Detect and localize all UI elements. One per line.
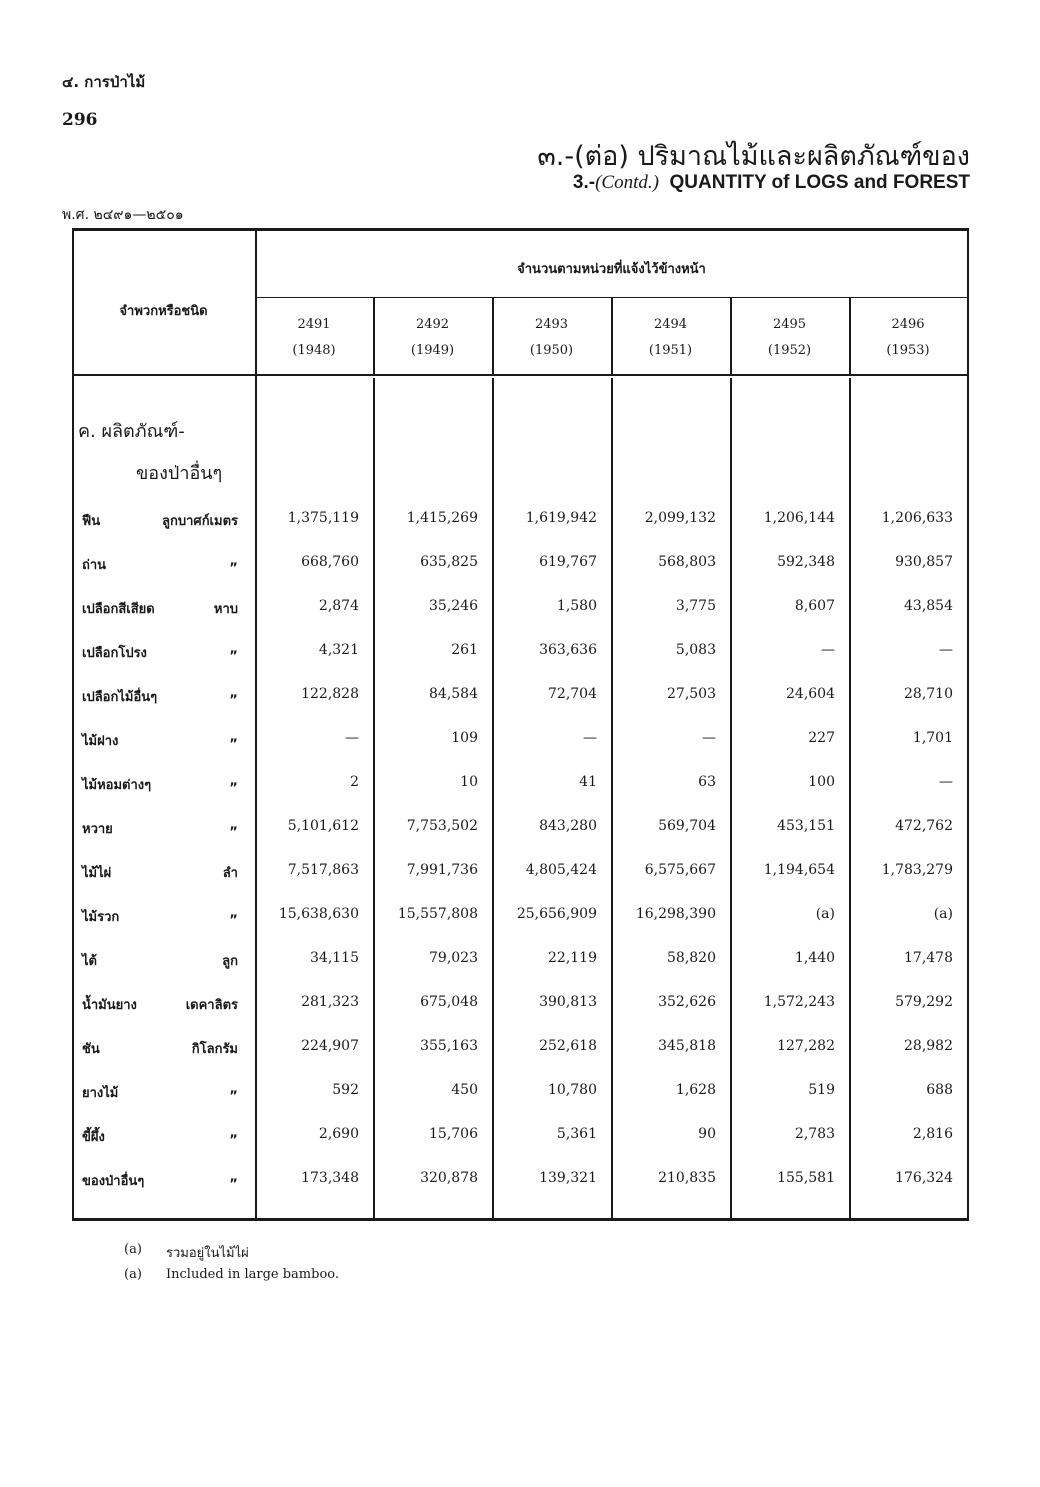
table-cell: 579,292	[895, 994, 953, 1010]
table-cell: 15,557,808	[397, 906, 478, 922]
table-cell: 24,604	[786, 686, 835, 702]
year-header	[255, 312, 373, 364]
table-cell: 5,101,612	[287, 818, 359, 834]
year-header	[492, 312, 611, 364]
title-thai: ๓.-(ต่อ) ปริมาณไม้และผลิตภัณฑ์ของ	[537, 141, 970, 172]
table-cell: 1,375,119	[287, 510, 359, 526]
table-cell: 100	[808, 774, 835, 790]
table-cell: 15,638,630	[278, 906, 359, 922]
title-english-prefix: 3.-	[572, 172, 596, 193]
table-cell: —	[939, 774, 953, 790]
table-row	[72, 686, 968, 712]
table-cell: 176,324	[895, 1170, 953, 1186]
title-english	[573, 172, 970, 194]
table-cell: 22,119	[548, 950, 597, 966]
footnote	[124, 1267, 524, 1287]
row-unit: „	[229, 818, 238, 833]
row-label: หวาย	[82, 822, 113, 837]
table-row	[72, 598, 968, 624]
table-cell: 1,415,269	[406, 510, 478, 526]
table-row	[72, 1082, 968, 1108]
row-label: ยางไม้	[82, 1086, 119, 1101]
row-label: ขี้ผึ้ง	[82, 1130, 105, 1145]
data-table	[72, 228, 968, 1222]
table-row	[72, 862, 968, 888]
table-cell: 16,298,390	[635, 906, 716, 922]
row-unit: „	[229, 1082, 238, 1097]
table-cell: 1,440	[794, 950, 835, 966]
table-row	[72, 906, 968, 932]
table-cell: 41	[579, 774, 597, 790]
table-cell: 592	[332, 1082, 359, 1098]
table-cell: 63	[698, 774, 716, 790]
table-cell: 668,760	[301, 554, 359, 570]
year-gregorian: (1952)	[767, 343, 812, 358]
row-unit: „	[229, 554, 238, 569]
row-label: ของป่าอื่นๆ	[82, 1174, 145, 1189]
table-cell: 10	[460, 774, 478, 790]
row-unit: ลูกบาศก์เมตร	[162, 514, 238, 529]
year-gregorian: (1951)	[648, 343, 693, 358]
year-buddhist: 2494	[653, 317, 688, 332]
table-cell: 43,854	[904, 598, 953, 614]
table-cell: —	[345, 730, 359, 746]
table-cell: 1,701	[912, 730, 953, 746]
table-bottom-rule	[72, 1218, 968, 1221]
category-heading-line2: ของป่าอื่นๆ	[136, 463, 223, 484]
page-number: 296	[62, 110, 98, 130]
table-cell: 79,023	[429, 950, 478, 966]
table-row	[72, 1126, 968, 1152]
table-cell: 450	[451, 1082, 478, 1098]
header-bottom-rule	[72, 374, 968, 376]
year-buddhist: 2491	[297, 317, 331, 332]
table-cell: 227	[808, 730, 835, 746]
year-header	[373, 312, 492, 364]
table-cell: 17,478	[904, 950, 953, 966]
table-cell: 3,775	[675, 598, 716, 614]
row-label: เปลือกไม้อื่นๆ	[82, 690, 158, 705]
year-range: พ.ศ. ๒๔๙๑—๒๕๐๑	[62, 207, 184, 223]
table-cell: 109	[451, 730, 478, 746]
row-label: เปลือกสีเสียด	[82, 602, 155, 617]
table-cell: 7,517,863	[287, 862, 359, 878]
col-divider	[255, 228, 257, 1221]
table-cell: 843,280	[539, 818, 597, 834]
table-cell: 1,572,243	[763, 994, 835, 1010]
row-label: ถ่าน	[82, 558, 107, 573]
table-row	[72, 554, 968, 580]
table-cell: 7,991,736	[406, 862, 478, 878]
title-english-main: QUANTITY of LOGS and FOREST	[669, 172, 970, 193]
table-cell: —	[939, 642, 953, 658]
table-cell: 10,780	[548, 1082, 597, 1098]
year-gregorian: (1953)	[886, 343, 930, 358]
table-cell: 27,503	[667, 686, 716, 702]
table-cell: 5,361	[556, 1126, 597, 1142]
table-cell: 1,206,144	[763, 510, 835, 526]
table-cell: 281,323	[301, 994, 359, 1010]
table-row	[72, 1170, 968, 1196]
year-gregorian: (1949)	[410, 343, 455, 358]
table-cell: 8,607	[794, 598, 835, 614]
table-row	[72, 1038, 968, 1064]
table-cell: 569,704	[658, 818, 716, 834]
row-unit: „	[229, 774, 238, 789]
year-header	[730, 312, 849, 364]
year-buddhist: 2496	[891, 317, 925, 332]
table-cell: 28,982	[904, 1038, 953, 1054]
table-cell: 58,820	[667, 950, 716, 966]
table-cell: 363,636	[539, 642, 597, 658]
table-cell: 320,878	[420, 1170, 478, 1186]
table-cell: 352,626	[658, 994, 716, 1010]
table-cell: 72,704	[548, 686, 597, 702]
table-cell: —	[821, 642, 835, 658]
table-cell: 2	[350, 774, 359, 790]
table-cell: 1,580	[556, 598, 597, 614]
row-label: น้ำมันยาง	[82, 998, 137, 1013]
year-header	[849, 312, 967, 364]
table-cell: 4,805,424	[525, 862, 597, 878]
footnote-text-english: Included in large bamboo.	[166, 1267, 339, 1282]
table-cell: 210,835	[658, 1170, 716, 1186]
year-buddhist: 2492	[415, 317, 450, 332]
row-label: เปลือกโปรง	[82, 646, 147, 661]
table-cell: 568,803	[658, 554, 716, 570]
table-cell: 1,628	[675, 1082, 716, 1098]
table-cell: 28,710	[904, 686, 953, 702]
table-cell: 1,194,654	[763, 862, 835, 878]
section-heading: ๔. การป่าไม้	[62, 73, 146, 91]
row-label: ไม้รวก	[82, 910, 120, 925]
table-cell: 355,163	[420, 1038, 478, 1054]
table-row	[72, 994, 968, 1020]
table-row	[72, 510, 968, 536]
header-item-type: จำพวกหรือชนิด	[119, 304, 208, 319]
table-cell: —	[583, 730, 597, 746]
table-cell: 2,690	[318, 1126, 359, 1142]
table-row	[72, 818, 968, 844]
table-cell: 675,048	[420, 994, 478, 1010]
table-cell: 930,857	[895, 554, 953, 570]
table-cell: 261	[451, 642, 478, 658]
table-top-rule	[72, 228, 968, 231]
row-unit: „	[229, 1170, 238, 1185]
table-cell: 453,151	[777, 818, 835, 834]
row-unit: ลูก	[222, 954, 238, 969]
row-unit: „	[229, 1126, 238, 1141]
row-unit: „	[229, 730, 238, 745]
row-label: ชัน	[82, 1042, 100, 1057]
table-cell: 34,115	[310, 950, 359, 966]
table-cell: 15,706	[429, 1126, 478, 1142]
year-buddhist: 2495	[772, 317, 807, 332]
table-cell: —	[702, 730, 716, 746]
year-gregorian: (1950)	[529, 343, 574, 358]
table-cell: 90	[698, 1126, 716, 1142]
table-cell: 5,083	[675, 642, 716, 658]
table-cell: 25,656,909	[516, 906, 597, 922]
row-label: ไม้ไผ่	[82, 866, 112, 881]
table-cell: 592,348	[777, 554, 835, 570]
row-label: ไม้หอมต่างๆ	[82, 778, 152, 793]
row-unit: „	[229, 686, 238, 701]
row-unit: „	[229, 906, 238, 921]
table-row	[72, 642, 968, 668]
table-cell: 6,575,667	[644, 862, 716, 878]
table-cell: 635,825	[420, 554, 478, 570]
table-cell: 2,874	[318, 598, 359, 614]
table-cell: 4,321	[318, 642, 359, 658]
table-cell: (a)	[815, 906, 835, 922]
row-label: ไต้	[82, 954, 97, 969]
table-cell: 688	[926, 1082, 953, 1098]
table-cell: 224,907	[301, 1038, 359, 1054]
table-cell: 155,581	[777, 1170, 835, 1186]
year-buddhist: 2493	[534, 317, 569, 332]
row-unit: „	[229, 642, 238, 657]
table-cell: 252,618	[539, 1038, 597, 1054]
table-row	[72, 774, 968, 800]
table-left-border	[72, 228, 74, 1221]
table-row	[72, 730, 968, 756]
table-cell: 35,246	[429, 598, 478, 614]
year-header	[611, 312, 730, 364]
row-unit: ลำ	[222, 866, 238, 881]
row-label: ฟืน	[82, 514, 101, 529]
table-cell: 127,282	[777, 1038, 835, 1054]
table-cell: (a)	[933, 906, 953, 922]
footnote	[124, 1242, 524, 1262]
table-cell: 2,816	[912, 1126, 953, 1142]
category-heading: ค. ผลิตภัณฑ์-	[78, 421, 185, 442]
row-label: ไม้ฝาง	[82, 734, 119, 749]
table-cell: 7,753,502	[406, 818, 478, 834]
table-cell: 619,767	[539, 554, 597, 570]
table-cell: 1,206,633	[881, 510, 953, 526]
year-gregorian: (1948)	[292, 343, 336, 358]
footnote-mark: (a)	[124, 1267, 142, 1282]
table-cell: 472,762	[895, 818, 953, 834]
table-cell: 122,828	[301, 686, 359, 702]
table-cell: 139,321	[539, 1170, 597, 1186]
footnote-text-thai: รวมอยู่ในไม้ไผ่	[166, 1246, 249, 1261]
table-row	[72, 950, 968, 976]
header-quantity-group: จำนวนตามหน่วยที่แจ้งไว้ข้างหน้า	[517, 262, 706, 277]
row-unit: กิโลกรัม	[191, 1042, 238, 1057]
table-cell: 173,348	[301, 1170, 359, 1186]
table-cell: 519	[808, 1082, 835, 1098]
footnote-mark: (a)	[124, 1242, 142, 1257]
table-cell: 1,619,942	[525, 510, 597, 526]
table-cell: 84,584	[429, 686, 478, 702]
row-unit: เดคาลิตร	[185, 998, 238, 1013]
table-cell: 1,783,279	[881, 862, 953, 878]
table-cell: 390,813	[539, 994, 597, 1010]
title-english-contd: (Contd.)	[595, 172, 659, 193]
table-cell: 2,783	[794, 1126, 835, 1142]
row-unit: หาบ	[213, 602, 238, 617]
table-cell: 345,818	[658, 1038, 716, 1054]
table-cell: 2,099,132	[644, 510, 716, 526]
table-right-border	[967, 228, 969, 1221]
